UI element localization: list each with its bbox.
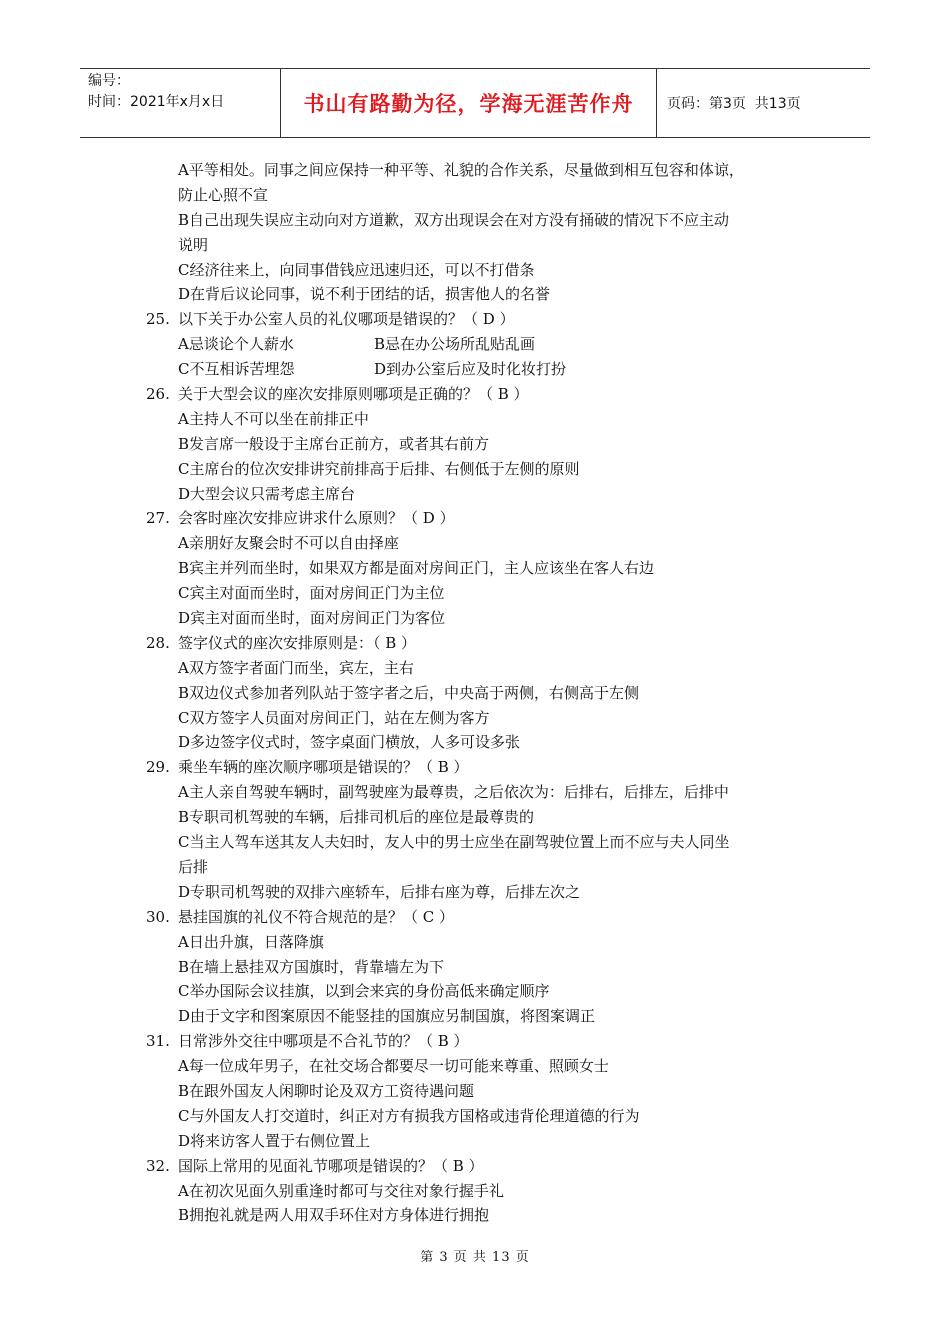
question-line (0, 755, 950, 780)
option-line: C双方签字人员面对房间正门，站在左侧为客方 (178, 708, 490, 727)
option-line: 说明 (178, 235, 209, 254)
question-number: 27. (146, 509, 170, 528)
option-line: B宾主并列而坐时，如果双方都是面对房间正门，主人应该坐在客人右边 (178, 559, 655, 578)
question-text: 乘坐车辆的座次顺序哪项是错误的？（ B ） (178, 758, 469, 777)
question-number: 32. (146, 1156, 170, 1175)
question-line (0, 1154, 950, 1179)
question-text: 以下关于办公室人员的礼仪哪项是错误的？（ D ） (178, 310, 515, 329)
option-line: B专职司机驾驶的车辆，后排司机后的座位是最尊贵的 (178, 808, 535, 827)
question-number: 25. (146, 310, 170, 329)
question-number: 26. (146, 385, 170, 404)
header-page (657, 69, 870, 137)
option-line: D专职司机驾驶的双排六座轿车，后排右座为尊，后排左次之 (178, 882, 581, 901)
question-line (0, 905, 950, 930)
option-line: 防止心照不宣 (178, 185, 269, 204)
question-text: 关于大型会议的座次安排原则哪项是正确的？（ B ） (178, 385, 529, 404)
page-footer (0, 1246, 950, 1265)
option-line: C与外国友人打交道时，纠正对方有损我方国格或违背伦理道德的行为 (178, 1106, 640, 1125)
header-motto: 书山有路勤为径，学海无涯苦作舟 (280, 69, 657, 137)
date-label: 时间：2021年x月x日 (88, 94, 225, 110)
option-line: A亲朋好友聚会时不可以自由择座 (178, 534, 399, 553)
question-line (0, 382, 950, 407)
question-line (0, 307, 950, 332)
page-header (80, 68, 870, 138)
option-line: B自己出现失误应主动向对方道歉，双方出现误会在对方没有捅破的情况下不应主动 (178, 210, 730, 229)
question-line (0, 1029, 950, 1054)
question-line (0, 506, 950, 531)
option-line: C当主人驾车送其友人夫妇时，友人中的男士应坐在副驾驶位置上而不应与夫人同坐 (178, 833, 730, 852)
option-pair-line (0, 357, 950, 382)
option-line: A每一位成年男子，在社交场合都要尽一切可能来尊重、照顾女士 (178, 1057, 609, 1076)
option-line: 后排 (178, 857, 209, 876)
option-text: D到办公室后应及时化妆打扮 (374, 360, 567, 379)
option-line: C宾主对面而坐时，面对房间正门为主位 (178, 584, 445, 603)
document-body (0, 158, 950, 1228)
option-line: B双边仪式参加者列队站于签字者之后，中央高于两侧，右侧高于左侧 (178, 683, 640, 702)
footer-page-number: 第 3 页 共 13 页 (420, 1250, 530, 1265)
option-text: B忌在办公场所乱贴乱画 (374, 335, 536, 354)
question-text: 国际上常用的见面礼节哪项是错误的？（ B ） (178, 1156, 484, 1175)
option-line: A主持人不可以坐在前排正中 (178, 409, 369, 428)
question-number: 28. (146, 633, 170, 652)
option-line: A日出升旗，日落降旗 (178, 932, 324, 951)
option-line: B拥抱礼就是两人用双手环住对方身体进行拥抱 (178, 1206, 490, 1225)
option-line: C举办国际会议挂旗，以到会来宾的身份高低来确定顺序 (178, 982, 550, 1001)
question-text: 日常涉外交往中哪项是不合礼节的？（ B ） (178, 1032, 469, 1051)
option-line: B发言席一般设于主席台正前方，或者其右前方 (178, 434, 490, 453)
question-line (0, 631, 950, 656)
option-line: A在初次见面久别重逢时都可与交往对象行握手礼 (178, 1181, 504, 1200)
option-line: C主席台的位次安排讲究前排高于后排、右侧低于左侧的原则 (178, 459, 580, 478)
question-number: 30. (146, 907, 170, 926)
option-line: D大型会议只需考虑主席台 (178, 484, 356, 503)
question-text: 悬挂国旗的礼仪不符合规范的是？（ C ） (178, 907, 455, 926)
question-number: 29. (146, 758, 170, 777)
question-number: 31. (146, 1032, 170, 1051)
page-label: 页码：第3页 共13页 (667, 96, 801, 112)
option-line: A平等相处。同事之间应保持一种平等、礼貌的合作关系，尽量做到相互包容和体谅， (178, 161, 744, 179)
header-meta (80, 69, 280, 137)
option-line: D宾主对面而坐时，面对房间正门为客位 (178, 609, 446, 628)
option-line: D多边签字仪式时，签字桌面门横放，人多可设多张 (178, 733, 521, 752)
option-line: A主人亲自驾驶车辆时，副驾驶座为最尊贵，之后依次为：后排右，后排左，后排中 (178, 783, 729, 802)
option-line: D将来访客人置于右侧位置上 (178, 1131, 371, 1150)
option-line: D在背后议论同事，说不利于团结的话，损害他人的名誉 (178, 285, 551, 304)
option-text: C不互相诉苦埋怨 (178, 360, 295, 379)
question-text: 会客时座次安排应讲求什么原则？（ D ） (178, 509, 455, 528)
option-line: D由于文字和图案原因不能竖挂的国旗应另制国旗，将图案调正 (178, 1007, 596, 1026)
option-line: B在跟外国友人闲聊时论及双方工资待遇问题 (178, 1081, 475, 1100)
option-line: A双方签字者面门而坐，宾左，主右 (178, 658, 414, 677)
option-line: B在墙上悬挂双方国旗时，背靠墙左为下 (178, 957, 445, 976)
option-pair-line (0, 332, 950, 357)
number-label: 编号： (88, 73, 130, 89)
option-line: C经济往来上，向同事借钱应迅速归还，可以不打借条 (178, 260, 535, 279)
question-text: 签字仪式的座次安排原则是：（ B ） (178, 633, 417, 652)
option-text: A忌谈论个人薪水 (178, 335, 294, 354)
